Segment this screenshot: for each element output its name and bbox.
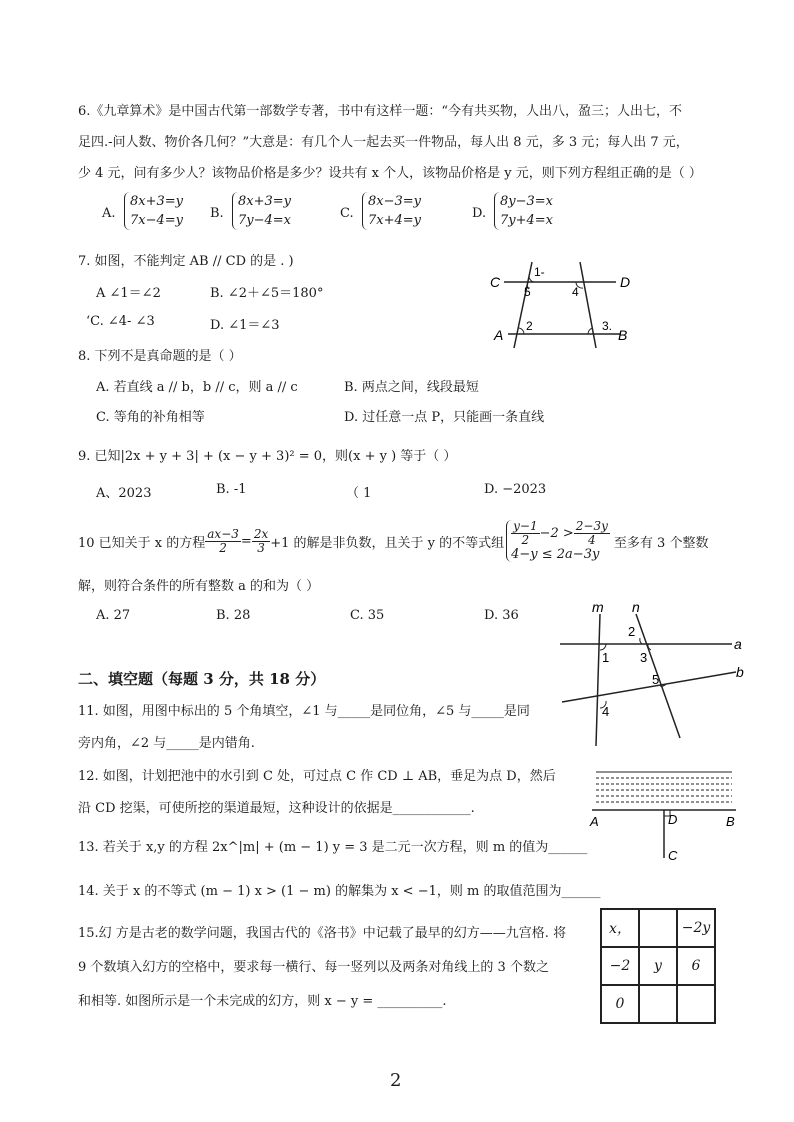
label-angle-1: 1- — [534, 265, 545, 279]
q10-pre: 10 已知关于 x 的方程 — [78, 535, 206, 551]
q6-option-d-system — [494, 192, 553, 230]
magic-square-row — [601, 909, 715, 947]
q10-inequality-2: 4−y ≤ 2a−3y — [511, 547, 600, 562]
q6-line2: 足四.-问人数、物价各几何？”大意是：有几个人一起去买一件物品，每人出 8 元，多 3 元；每人出 7 元， — [78, 135, 689, 150]
magic-square-cell: y — [639, 947, 677, 985]
q6-option-c-eq2: 7x+4=y — [368, 213, 422, 228]
q12-figure — [584, 766, 744, 864]
q15-line3: 和相等. 如图所示是一个未完成的幻方，则 x − y = __________. — [78, 994, 447, 1009]
magic-square-cell — [639, 909, 677, 947]
q9-option-d: D. −2023 — [484, 482, 547, 497]
q15-line2: 9 个数填入幻方的空格中，要求每一横行、每一竖列以及两条对角线上的 3 个数之 — [78, 960, 549, 975]
q10-mid2: +1 的解是非负数，且关于 y 的不等式组 — [270, 535, 505, 551]
q6-option-b-system — [232, 192, 291, 230]
line-b — [562, 672, 736, 702]
line-m — [596, 614, 600, 746]
q10-line2: 解，则符合条件的所有整数 a 的和为（ ） — [78, 579, 320, 594]
q9-option-c: （ 1 — [346, 486, 372, 501]
q10-ineq-frac-1-den: 2 — [521, 533, 530, 547]
q9-stem: 9. 已知|2x + y + 3| + (x − y + 3)² = 0，则(x + y ) 等于（ ） — [78, 449, 457, 464]
q10-ineq-frac-2-den: 4 — [588, 533, 596, 547]
page-number: 2 — [390, 1070, 402, 1091]
label-angle-3: 3. — [602, 319, 613, 333]
magic-square-cell: x， — [601, 909, 639, 947]
label-angle-2: 2 — [628, 624, 636, 639]
magic-square-cell: 6 — [677, 947, 715, 985]
q6-line3: 少 4 元，问有多少人？该物品价格是多少？设共有 x 个人，该物品价格是 y 元，则下列方程组正确的是（ ） — [78, 166, 702, 181]
q10-ineq-frac-1 — [511, 520, 539, 547]
q8-option-d: D. 过任意一点 P，只能画一条直线 — [344, 410, 545, 425]
q12-line2: 沿 CD 挖渠，可使所挖的渠道最短，这种设计的依据是____________. — [78, 801, 475, 816]
label-d: D — [668, 812, 678, 827]
label-angle-5: 5 — [652, 672, 660, 687]
pond-hatching — [596, 772, 732, 802]
q14-text: 14. 关于 x 的不等式 (m − 1) x > (1 − m) 的解集为 x < −1，则 m 的取值范围为______ — [78, 884, 601, 899]
q7-figure — [484, 256, 634, 352]
label-n: n — [632, 599, 640, 615]
q10-line1 — [78, 520, 708, 562]
magic-square-cell: −2 — [601, 947, 639, 985]
q11-line1: 11. 如图，用图中标出的 5 个角填空，∠1 与_____是同位角，∠5 与_____是同 — [78, 704, 530, 719]
q8-stem: 8. 下列不是真命题的是（ ） — [78, 349, 242, 364]
label-c: C — [490, 274, 501, 290]
q7-option-b: B. ∠2＋∠5＝180° — [210, 286, 324, 301]
section-2-heading: 二、填空题（每题 3 分，共 18 分） — [78, 670, 326, 688]
q7-option-a: A ∠1＝∠2 — [96, 286, 161, 301]
q6-option-d-eq2: 7y+4=x — [500, 213, 554, 228]
q10-option-c: C. 35 — [350, 608, 385, 623]
label-angle-4: 4 — [602, 704, 610, 719]
label-b: B — [726, 814, 735, 829]
label-b: b — [736, 664, 744, 680]
magic-square-grid — [600, 908, 716, 1024]
label-angle-1: 1 — [602, 650, 610, 665]
label-angle-2: 2 — [526, 319, 533, 333]
q6-option-b-label: B. — [210, 206, 224, 221]
label-d: D — [620, 274, 631, 290]
q6-option-a-eq2: 7x−4=y — [130, 213, 184, 228]
q6-option-c-eq1: 8x−3=y — [368, 194, 422, 209]
q10-option-b: B. 28 — [216, 608, 251, 623]
q9-option-a: A、2023 — [96, 486, 152, 501]
magic-square-row — [601, 947, 715, 985]
q10-inequality-1 — [511, 520, 610, 547]
q6-option-b-eq1: 8x+3=y — [238, 194, 292, 209]
q10-ineq-frac-1-num: y−1 — [513, 519, 538, 533]
q10-fraction-1 — [205, 528, 241, 555]
q11-line2: 旁内角，∠2 与_____是内错角. — [78, 736, 255, 751]
magic-square-row — [601, 985, 715, 1023]
q6-option-c-system — [362, 192, 421, 230]
label-m: m — [592, 599, 604, 615]
magic-square-cell: −2y — [677, 909, 715, 947]
transversal-left — [514, 262, 532, 348]
q10-option-d: D. 36 — [484, 608, 519, 623]
q7-option-c: ʻC. ∠4- ∠3 — [86, 314, 155, 329]
q10-ineq-mid: −2 > — [539, 526, 574, 541]
q6-option-c-label: C. — [340, 206, 354, 221]
angle-2-arc — [519, 328, 524, 334]
q7-option-d: D. ∠1＝∠3 — [210, 318, 280, 333]
q6-option-a-system — [124, 192, 183, 230]
q10-ineq-frac-2-num: 2−3y — [575, 519, 608, 533]
q11-figure — [556, 598, 756, 750]
q8-option-a: A. 若直线 a // b，b // c，则 a // c — [96, 380, 298, 395]
q10-fraction-2 — [252, 528, 270, 555]
q13-text: 13. 若关于 x,y 的方程 2x^|m| + (m − 1) y = 3 是二元一次方程，则 m 的值为______ — [78, 840, 588, 855]
q10-ineq-frac-2 — [574, 520, 610, 547]
label-angle-4: 4 — [572, 285, 579, 299]
label-a: A — [494, 327, 504, 343]
q7-stem: 7. 如图，不能判定 AB // CD 的是 . ) — [78, 254, 294, 269]
q10-inequality-system — [506, 520, 610, 562]
angle-2-arc — [640, 638, 642, 644]
q10-fraction-1-den: 2 — [219, 540, 227, 555]
q10-fraction-1-num: ax−3 — [207, 526, 239, 541]
q6-option-d-eq1: 8y−3=x — [500, 194, 554, 209]
q6-option-a-eq1: 8x+3=y — [130, 194, 184, 209]
label-c: C — [668, 848, 678, 863]
q6-option-a-label: A. — [102, 206, 116, 221]
q9-option-b: B. -1 — [216, 482, 247, 497]
q6-line1: 6.《九章算术》是中国古代第一部数学专著，书中有这样一题：“今有共买物，人出八，盈三；人出七，不 — [78, 104, 683, 119]
label-a: a — [734, 636, 742, 652]
transversal-right — [580, 262, 596, 348]
magic-square-cell — [677, 985, 715, 1023]
label-angle-5: 5 — [524, 285, 531, 299]
q8-option-c: C. 等角的补角相等 — [96, 410, 205, 425]
magic-square-cell — [639, 985, 677, 1023]
q10-fraction-2-den: 3 — [257, 540, 265, 555]
q10-fraction-2-num: 2x — [253, 526, 269, 541]
q6-option-d-label: D. — [472, 206, 487, 221]
q8-option-b: B. 两点之间，线段最短 — [344, 380, 479, 395]
label-a: A — [590, 814, 599, 829]
q10-option-a: A. 27 — [96, 608, 131, 623]
magic-square-cell: 0 — [601, 985, 639, 1023]
q10-post: 至多有 3 个整数 — [613, 535, 709, 551]
q10-mid1: = — [240, 533, 252, 549]
q12-line1: 12. 如图，计划把池中的水引到 C 处，可过点 C 作 CD ⊥ AB，垂足为点 D，然后 — [78, 769, 556, 784]
label-b: B — [618, 327, 628, 343]
q15-line1: 15.幻 方是古老的数学问题，我国古代的《洛书》中记载了最早的幻方——九宫格. 将 — [78, 926, 567, 941]
label-angle-3: 3 — [640, 650, 648, 665]
q6-option-b-eq2: 7y−4=x — [238, 213, 292, 228]
